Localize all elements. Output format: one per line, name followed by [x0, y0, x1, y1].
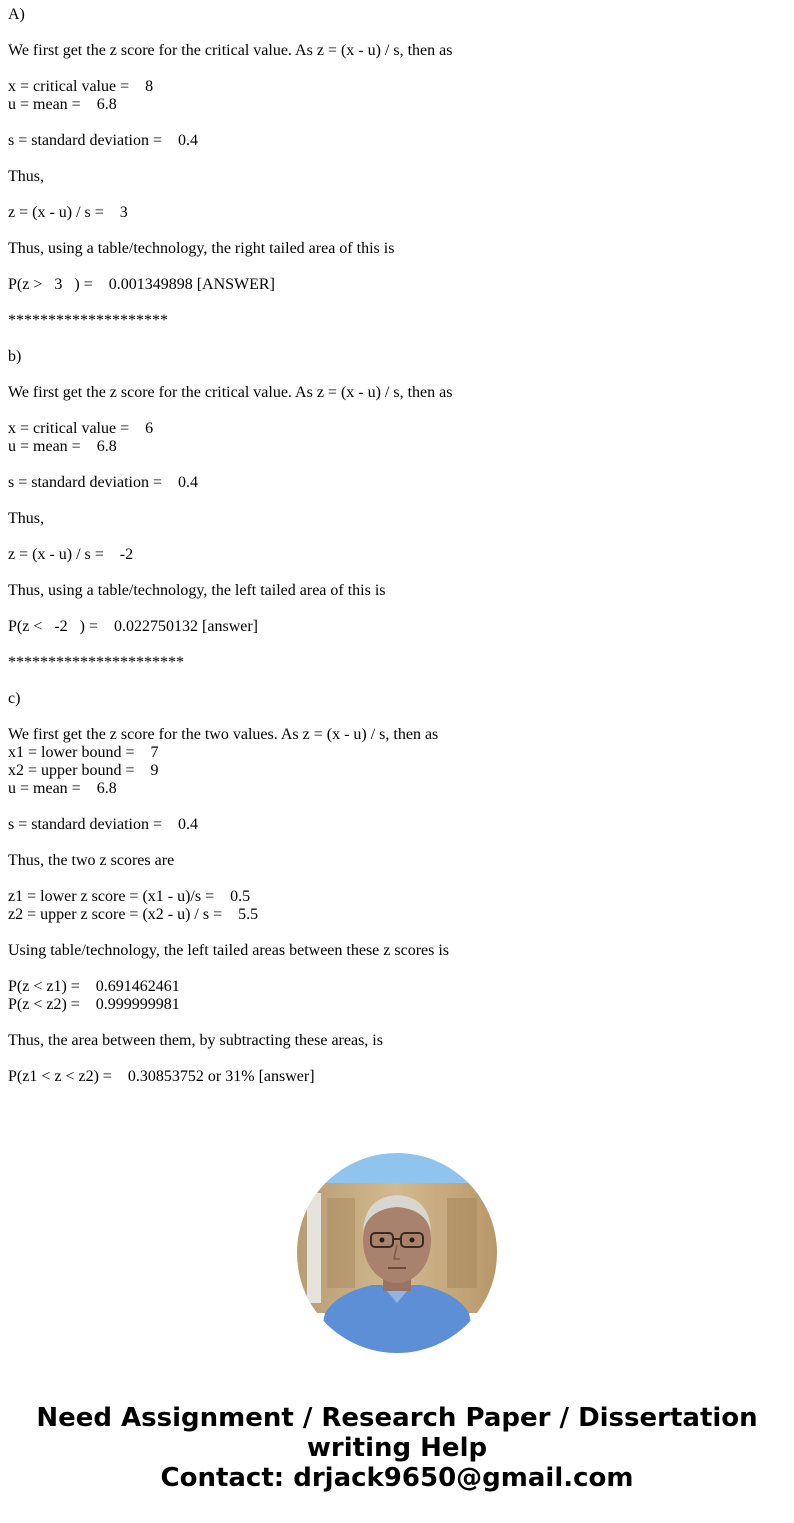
part-c-u-line: u = mean = 6.8 [8, 780, 117, 797]
promo-banner [0, 1403, 794, 1493]
part-b-z-line: z = (x - u) / s = -2 [8, 546, 134, 563]
promo-line-2: writing Help [306, 1433, 488, 1463]
part-a-values-block [8, 78, 788, 114]
part-b-answer: P(z < -2 ) = 0.022750132 [answer] [8, 618, 258, 635]
part-b-x-line: x = critical value = 6 [8, 420, 154, 437]
solution-text [8, 6, 788, 1104]
part-c-subtract-block [8, 1032, 788, 1050]
part-b-intro-block [8, 384, 788, 402]
part-c-p-block [8, 978, 788, 1014]
part-b-separator-block [8, 654, 788, 672]
avatar [297, 1153, 497, 1353]
part-c-two-z-block [8, 852, 788, 870]
part-a-answer: P(z > 3 ) = 0.001349898 [ANSWER] [8, 276, 275, 293]
part-a-answer-block [8, 276, 788, 294]
part-a-separator-block [8, 312, 788, 330]
part-c-p2-line: P(z < z2) = 0.999999981 [8, 996, 180, 1013]
part-b-answer-block [8, 618, 788, 636]
person-photo-avatar-icon [297, 1153, 497, 1353]
part-c-table-text: Using table/technology, the left tailed areas between these z scores is [8, 942, 450, 959]
part-a-s-line: s = standard deviation = 0.4 [8, 132, 199, 149]
part-b-area-text: Thus, using a table/technology, the left tailed area of this is [8, 582, 386, 599]
part-a-x-line: x = critical value = 8 [8, 78, 154, 95]
part-b-separator: ********************** [8, 654, 184, 671]
part-c-heading: c) [8, 690, 21, 707]
part-c-z2-line: z2 = upper z score = (x2 - u) / s = 5.5 [8, 906, 259, 923]
part-a-area-block [8, 240, 788, 258]
part-a-u-line: u = mean = 6.8 [8, 96, 117, 113]
part-b-z-block [8, 546, 788, 564]
part-b-thus-block [8, 510, 788, 528]
part-c-values-block [8, 726, 788, 798]
part-c-intro: We first get the z score for the two values. As z = (x - u) / s, then as [8, 726, 439, 743]
part-c-answer-block [8, 1068, 788, 1086]
part-c-two-z: Thus, the two z scores are [8, 852, 175, 869]
part-b-intro: We first get the z score for the critical value. As z = (x - u) / s, then as [8, 384, 453, 401]
part-a-intro: We first get the z score for the critical value. As z = (x - u) / s, then as [8, 42, 453, 59]
part-a-intro-block [8, 42, 788, 60]
part-a [8, 6, 788, 24]
part-c-answer: P(z1 < z < z2) = 0.30853752 or 31% [answer] [8, 1068, 315, 1085]
part-c-x1-line: x1 = lower bound = 7 [8, 744, 159, 761]
part-c-subtract-text: Thus, the area between them, by subtracting these areas, is [8, 1032, 383, 1049]
part-c-p1-line: P(z < z1) = 0.691462461 [8, 978, 180, 995]
part-c-table-block [8, 942, 788, 960]
part-b-heading: b) [8, 348, 22, 365]
promo-contact: Contact: drjack9650@gmail.com [160, 1463, 634, 1493]
part-c-s-block [8, 816, 788, 834]
part-b-u-line: u = mean = 6.8 [8, 438, 117, 455]
promo-line-1: Need Assignment / Research Paper / Dissertation [36, 1403, 758, 1433]
part-a-z-line: z = (x - u) / s = 3 [8, 204, 128, 221]
part-a-thus: Thus, [8, 168, 44, 185]
part-c-z-block [8, 888, 788, 924]
part-c-z1-line: z1 = lower z score = (x1 - u)/s = 0.5 [8, 888, 251, 905]
part-a-area-text: Thus, using a table/technology, the right tailed area of this is [8, 240, 395, 257]
part-b-area-block [8, 582, 788, 600]
part-a-z-block [8, 204, 788, 222]
part-b [8, 348, 788, 366]
part-a-separator: ******************** [8, 312, 168, 329]
part-c-s-line: s = standard deviation = 0.4 [8, 816, 199, 833]
part-b-thus: Thus, [8, 510, 44, 527]
part-a-heading: A) [8, 6, 25, 23]
part-b-s-block [8, 474, 788, 492]
part-a-s-block [8, 132, 788, 150]
part-c [8, 690, 788, 708]
part-b-values-block [8, 420, 788, 456]
part-c-x2-line: x2 = upper bound = 9 [8, 762, 159, 779]
part-b-s-line: s = standard deviation = 0.4 [8, 474, 199, 491]
part-a-thus-block [8, 168, 788, 186]
